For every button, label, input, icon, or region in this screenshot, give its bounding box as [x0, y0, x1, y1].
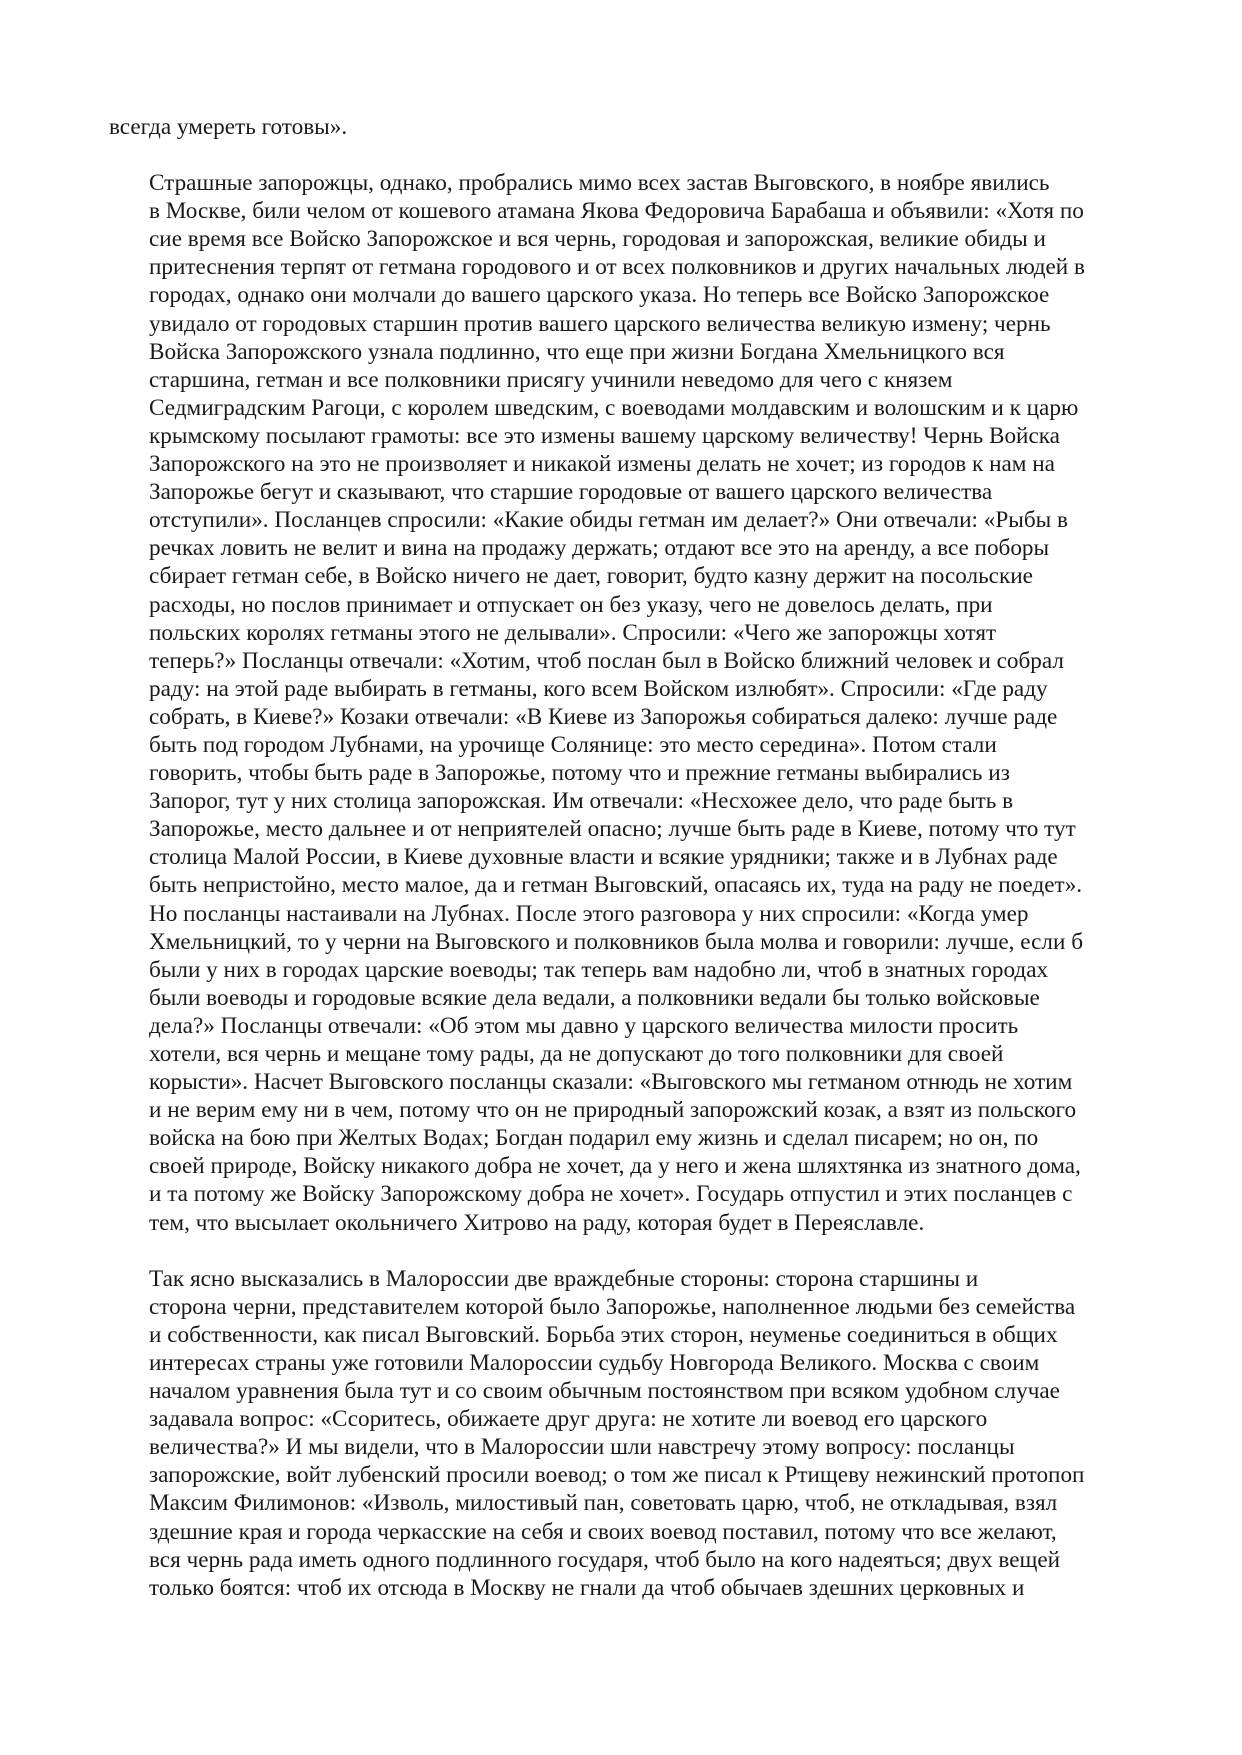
text-line: Запорожского на это не произволяет и никакой измены делать не хочет; из городов к нам на — [149, 451, 1055, 478]
text-line: интересах страны уже готовили Малороссии судьбу Новгорода Великого. Москва с своим — [149, 1349, 1040, 1376]
text-line: Страшные запорожцы, однако, пробрались мимо всех застав Выговского, в ноябре явились — [149, 170, 1050, 197]
text-line: Максим Филимонов: «Изволь, милостивый пан, советовать царю, чтоб, не откладывая, взял — [149, 1490, 1058, 1517]
text-line: Хмельницкий, то у черни на Выговского и полковников была молва и говорили: лучше, если б — [149, 928, 1083, 955]
text-line: своей природе, Войску никакого добра не хочет, да у него и жена шляхтянка из знатного дома, — [149, 1153, 1081, 1180]
text-line: всегда умереть готовы». — [109, 114, 348, 140]
text-line: были воеводы и городовые всякие дела ведали, а полковники ведали бы только войсковые — [149, 984, 1040, 1011]
text-line: в Москве, били челом от кошевого атамана Якова Федоровича Барабаша и объявили: «Хотя по — [149, 198, 1084, 225]
text-line: собрать, в Киеве?» Козаки отвечали: «В Киеве из Запорожья собираться далеко: лучше раде — [149, 703, 1058, 730]
text-line: сторона черни, представителем которой было Запорожье, наполненное людьми без семейства — [149, 1293, 1076, 1320]
text-line: началом уравнения была тут и со своим обычным постоянством при всяком удобном случае — [149, 1378, 1060, 1405]
text-line: дела?» Посланцы отвечали: «Об этом мы давно у царского величества милости просить — [149, 1012, 1019, 1039]
text-line: теперь?» Посланцы отвечали: «Хотим, чтоб послан был в Войско ближний человек и собрал — [149, 647, 1064, 674]
text-line: польских королях гетманы этого не делывали». Спросили: «Чего же запорожцы хотят — [149, 619, 997, 646]
paragraph-1 — [109, 113, 1144, 141]
text-line: быть непристойно, место малое, да и гетман Выговский, опасаясь их, туда на раду не поедет». — [149, 872, 1083, 899]
text-line: Седмиградским Рагоци, с королем шведским, с воеводами молдавским и волошским и к царю — [149, 394, 1079, 421]
text-line: корысти». Насчет Выговского посланцы сказали: «Выговского мы гетманом отнюдь не хотим — [149, 1069, 1073, 1096]
text-line: и та потому же Войску Запорожскому добра не хочет». Государь отпустил и этих посланцев с — [149, 1181, 1073, 1208]
text-line: старшина, гетман и все полковники присягу учинили неведомо для чего с князем — [149, 366, 953, 393]
text-line: тем, что высылает окольничего Хитрово на раду, которая будет в Переяславле. — [149, 1209, 925, 1236]
text-line: Так ясно высказались в Малороссии две враждебные стороны: сторона старшины и — [149, 1265, 979, 1292]
paragraph-3 — [109, 1265, 1144, 1602]
text-line: расходы, но послов принимает и отпускает он без указу, чего не довелось делать, при — [149, 591, 993, 618]
document-page — [109, 113, 1144, 1630]
text-line: и собственности, как писал Выговский. Борьба этих сторон, неуменье соединиться в общих — [149, 1321, 1058, 1348]
text-line: здешние края и города черкасские на себя и своих воевод поставил, потому что все желают, — [149, 1518, 1057, 1545]
text-line: Но посланцы настаивали на Лубнах. После этого разговора у них спросили: «Когда умер — [149, 900, 1029, 927]
text-line: Запорог, тут у них столица запорожская. Им отвечали: «Несхожее дело, что раде быть в — [149, 788, 1014, 815]
text-line: притеснения терпят от гетмана городового и от всех полковников и других начальных людей в — [149, 254, 1085, 281]
text-line: хотели, вся чернь и мещане тому рады, да не допускают до того полковники для своей — [149, 1041, 1004, 1067]
text-line: запорожские, войт лубенский просили воевод; о том же писал к Ртищеву нежинский протопоп — [149, 1462, 1085, 1489]
text-line: только боятся: чтоб их отсюда в Москву не гнали да чтоб обычаев здешних церковных и — [149, 1574, 1025, 1601]
text-line: быть под городом Лубнами, на урочище Солянице: это место середина». Потом стали — [149, 731, 997, 758]
text-line: вся чернь рада иметь одного подлинного государя, чтоб было на кого надеяться; двух вещей — [149, 1546, 1061, 1573]
paragraph-2 — [109, 169, 1144, 1237]
text-line: говорить, чтобы быть раде в Запорожье, потому что и прежние гетманы выбирались из — [149, 760, 1010, 787]
text-line: Запорожье, место дальнее и от неприятелей опасно; лучше быть раде в Киеве, потому что тут — [149, 816, 1076, 843]
text-line: городах, однако они молчали до вашего царского указа. Но теперь все Войско Запорожское — [149, 282, 1050, 309]
text-line: крымскому посылают грамоты: все это измены вашему царскому величеству! Чернь Войска — [149, 422, 1060, 449]
text-line: Войска Запорожского узнала подлинно, что еще при жизни Богдана Хмельницкого вся — [149, 338, 1005, 365]
text-line: величества?» И мы видели, что в Малороссии шли навстречу этому вопросу: посланцы — [149, 1434, 1015, 1461]
text-line: Запорожье бегут и сказывают, что старшие городовые от вашего царского величества — [149, 479, 993, 506]
text-line: отступили». Посланцев спросили: «Какие обиды гетман им делает?» Они отвечали: «Рыбы в — [149, 507, 1068, 534]
text-line: сбирает гетман себе, в Войско ничего не дает, говорит, будто казну держит на посольские — [149, 563, 1033, 590]
text-line: задавала вопрос: «Ссоритесь, обижаете друг друга: не хотите ли воевод его царского — [149, 1406, 988, 1433]
text-line: речках ловить не велит и вина на продажу держать; отдают все это на аренду, а все поборы — [149, 535, 1050, 562]
text-line: раду: на этой раде выбирать в гетманы, кого всем Войском излюбят». Спросили: «Где раду — [149, 675, 1048, 702]
text-line: сие время все Войско Запорожское и вся чернь, городовая и запорожская, великие обиды и — [149, 226, 1046, 253]
text-line: войска на бою при Желтых Водах; Богдан подарил ему жизнь и сделал писарем; но он, по — [149, 1125, 1039, 1152]
text-line: увидало от городовых старшин против вашего царского величества великую измену; чернь — [149, 310, 1051, 337]
text-line: и не верим ему ни в чем, потому что он не природный запорожский козак, а взят из польского — [149, 1097, 1077, 1124]
text-line: столица Малой России, в Киеве духовные власти и всякие урядники; также и в Лубнах раде — [149, 844, 1058, 871]
text-line: были у них в городах царские воеводы; так теперь вам надобно ли, чтоб в знатных городах — [149, 956, 1049, 983]
